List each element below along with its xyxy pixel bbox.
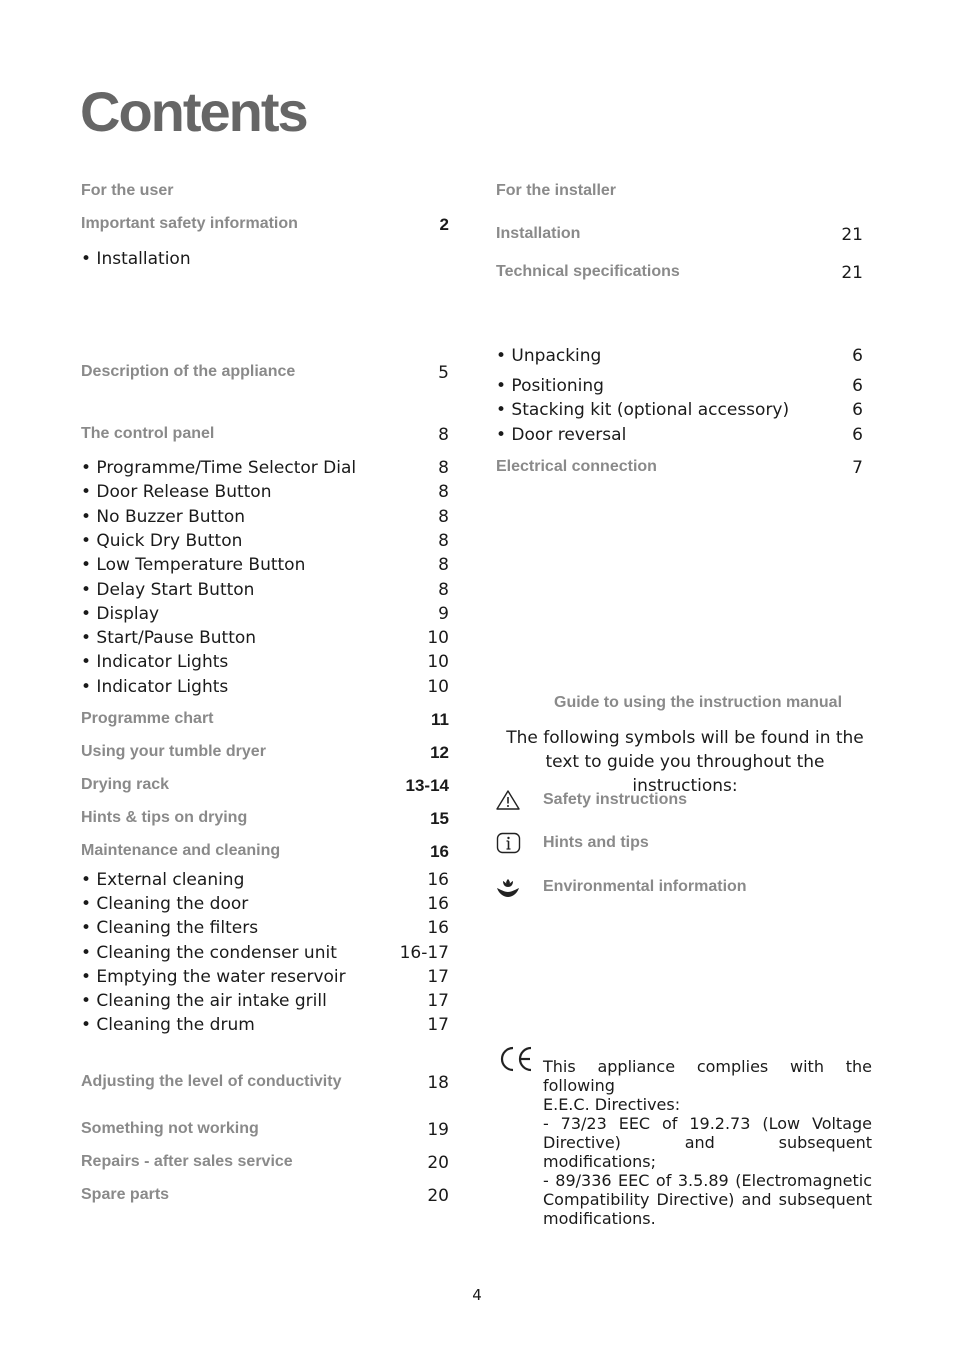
toc-entry-control-panel[interactable]: [81, 425, 449, 447]
toc-page: 13-14: [405, 776, 449, 795]
user-section-heading: For the user: [81, 182, 174, 199]
toc-label: • Cleaning the drum: [81, 1015, 255, 1035]
toc-entry-door-release[interactable]: [81, 482, 449, 504]
toc-label: Adjusting the level of conductivity: [81, 1073, 342, 1090]
toc-label: • Cleaning the door: [81, 894, 249, 914]
toc-label: • Stacking kit (optional accessory): [496, 400, 790, 420]
ce-mark-icon: [498, 1044, 534, 1074]
toc-page: 17: [427, 967, 449, 987]
toc-entry-unpacking[interactable]: [496, 346, 863, 368]
toc-entry-condenser[interactable]: [81, 943, 449, 965]
toc-label: • Display: [81, 604, 160, 624]
compliance-text: [543, 1057, 872, 1228]
toc-entry-display[interactable]: [81, 604, 449, 626]
toc-page: 10: [427, 628, 449, 648]
compliance-line: - 73/23 EEC of 19.2.73 (Low Voltage: [543, 1114, 872, 1133]
toc-entry-indicator-lights[interactable]: [81, 652, 449, 674]
toc-page: 16: [427, 894, 449, 914]
toc-label: • Quick Dry Button: [81, 531, 243, 551]
guide-intro: The following symbols will be found in the text to guide you throughout the instructions:: [506, 728, 864, 796]
symbol-hints: [496, 832, 876, 858]
toc-entry-conductivity[interactable]: [81, 1073, 449, 1095]
toc-entry-installation[interactable]: [81, 249, 449, 271]
compliance-line: Directive) and subsequent modifications;: [543, 1133, 872, 1171]
toc-label: • Low Temperature Button: [81, 555, 306, 575]
toc-entry-start-pause[interactable]: [81, 628, 449, 650]
toc-page: 5: [438, 363, 449, 383]
toc-entry-not-working[interactable]: [81, 1120, 449, 1142]
toc-entry-water-reservoir[interactable]: [81, 967, 449, 989]
toc-label: • Cleaning the air intake grill: [81, 991, 327, 1011]
toc-entry-drying-rack[interactable]: [81, 776, 449, 798]
toc-label: Spare parts: [81, 1186, 170, 1203]
toc-entry-air-intake[interactable]: [81, 991, 449, 1013]
toc-page: 8: [438, 555, 449, 575]
toc-page: 20: [427, 1153, 449, 1173]
flower-icon: [496, 876, 522, 900]
toc-label: Maintenance and cleaning: [81, 842, 281, 859]
toc-page: 2: [439, 215, 449, 234]
toc-page: 15: [430, 809, 449, 828]
toc-entry-quick-dry[interactable]: [81, 531, 449, 553]
toc-page: 21: [841, 263, 863, 283]
toc-label: • Door Release Button: [81, 482, 272, 502]
toc-label: Installation: [496, 225, 581, 242]
toc-entry-low-temperature[interactable]: [81, 555, 449, 577]
toc-entry-cleaning-filters[interactable]: [81, 918, 449, 940]
toc-label: Description of the appliance: [81, 363, 296, 380]
toc-page: 20: [427, 1186, 449, 1206]
toc-label: The control panel: [81, 425, 215, 442]
toc-label: • External cleaning: [81, 870, 245, 890]
toc-entry-technical-specs[interactable]: [496, 263, 863, 285]
compliance-line: This appliance complies with the following: [543, 1057, 872, 1095]
toc-entry-repairs[interactable]: [81, 1153, 449, 1175]
toc-label: Drying rack: [81, 776, 170, 793]
toc-page: 11: [431, 710, 449, 729]
toc-page: 8: [438, 580, 449, 600]
toc-entry-cleaning-drum[interactable]: [81, 1015, 449, 1037]
symbol-environment: [496, 876, 876, 902]
toc-page: 17: [427, 1015, 449, 1035]
toc-page: 8: [438, 507, 449, 527]
toc-entry-using-dryer[interactable]: [81, 743, 449, 765]
toc-label: • Cleaning the filters: [81, 918, 259, 938]
toc-page: 10: [427, 677, 449, 697]
toc-page: 8: [438, 531, 449, 551]
compliance-line: modifications.: [543, 1209, 656, 1228]
toc-label: • Start/Pause Button: [81, 628, 257, 648]
symbol-safety: [496, 789, 876, 815]
toc-page: 16: [427, 870, 449, 890]
toc-page: 18: [427, 1073, 449, 1093]
toc-label: • Cleaning the condenser unit: [81, 943, 337, 963]
toc-page: 7: [852, 458, 863, 478]
toc-label: • Indicator Lights: [81, 652, 229, 672]
toc-label: • No Buzzer Button: [81, 507, 246, 527]
toc-label: Technical specifications: [496, 263, 680, 280]
toc-entry-delay-start[interactable]: [81, 580, 449, 602]
toc-page: 6: [852, 425, 863, 445]
toc-entry-positioning[interactable]: [496, 376, 863, 398]
toc-entry-selector-dial[interactable]: [81, 458, 449, 480]
info-icon: [496, 832, 522, 856]
toc-page: 16-17: [399, 943, 449, 963]
toc-entry-external-cleaning[interactable]: [81, 870, 449, 892]
toc-page: 6: [852, 346, 863, 366]
toc-page: 6: [852, 376, 863, 396]
toc-label: Programme chart: [81, 710, 214, 727]
toc-page: 8: [438, 482, 449, 502]
guide-heading: Guide to using the instruction manual: [554, 694, 843, 711]
symbol-label: Environmental information: [543, 878, 747, 895]
toc-page: 10: [427, 652, 449, 672]
toc-label: Using your tumble dryer: [81, 743, 266, 760]
toc-page: 21: [841, 225, 863, 245]
toc-entry-no-buzzer[interactable]: [81, 507, 449, 529]
compliance-line: Compatibility Directive) and subsequent: [543, 1190, 872, 1209]
toc-label: Electrical connection: [496, 458, 657, 475]
installer-section-heading: For the installer: [496, 182, 617, 199]
toc-entry-indicator-lights[interactable]: [81, 677, 449, 699]
toc-entry-maintenance[interactable]: [81, 842, 449, 864]
toc-page: 16: [427, 918, 449, 938]
toc-label: • Delay Start Button: [81, 580, 255, 600]
toc-page: 12: [430, 743, 449, 762]
toc-page: 9: [438, 604, 449, 624]
toc-page: 16: [430, 842, 449, 861]
compliance-line: E.E.C. Directives:: [543, 1095, 681, 1114]
toc-page: 8: [438, 458, 449, 478]
toc-entry-installer-installation[interactable]: [496, 225, 863, 247]
page-title: Contents: [80, 80, 307, 143]
toc-entry-description[interactable]: [81, 363, 449, 385]
toc-entry-hints-tips[interactable]: [81, 809, 449, 831]
toc-entry-cleaning-door[interactable]: [81, 894, 449, 916]
toc-label: Something not working: [81, 1120, 259, 1137]
toc-page: 19: [427, 1120, 449, 1140]
toc-page: 6: [852, 400, 863, 420]
toc-entry-electrical[interactable]: [496, 458, 863, 480]
toc-entry-stacking-kit[interactable]: [496, 400, 863, 422]
toc-page: 17: [427, 991, 449, 1011]
toc-entry-programme-chart[interactable]: [81, 710, 449, 732]
toc-label: • Programme/Time Selector Dial: [81, 458, 357, 478]
toc-label: • Installation: [81, 249, 191, 269]
toc-label: Important safety information: [81, 215, 298, 232]
toc-label: • Unpacking: [496, 346, 602, 366]
symbol-label: Hints and tips: [543, 834, 649, 851]
compliance-line: - 89/336 EEC of 3.5.89 (Electromagnetic: [543, 1171, 872, 1190]
toc-label: • Positioning: [496, 376, 604, 396]
toc-label: • Door reversal: [496, 425, 627, 445]
toc-entry-door-reversal[interactable]: [496, 425, 863, 447]
toc-entry-safety[interactable]: [81, 215, 449, 237]
toc-label: Repairs - after sales service: [81, 1153, 293, 1170]
toc-label: • Emptying the water reservoir: [81, 967, 346, 987]
symbol-label: Safety instructions: [543, 791, 688, 808]
warning-triangle-icon: [496, 789, 522, 813]
toc-label: • Indicator Lights: [81, 677, 229, 697]
page-number: 4: [472, 1286, 482, 1304]
toc-label: Hints & tips on drying: [81, 809, 248, 826]
toc-page: 8: [438, 425, 449, 445]
toc-entry-spare-parts[interactable]: [81, 1186, 449, 1208]
